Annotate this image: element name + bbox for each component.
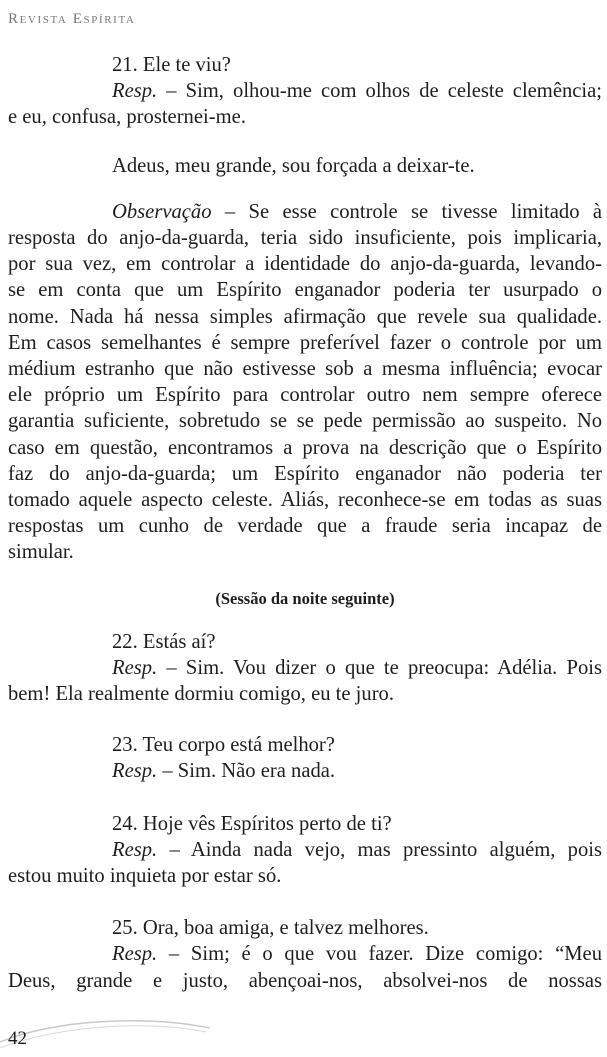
page-body bbox=[8, 52, 602, 994]
observation-last-line: simular. bbox=[8, 541, 74, 564]
answer-23-text: – Sim. Não era nada. bbox=[157, 760, 336, 783]
observation-line: nome. Nada há nessa simples afirmação que revele sua qualidade. bbox=[8, 305, 602, 328]
qa-25 bbox=[8, 915, 602, 994]
observation-line: Em casos semelhantes é sempre preferível fazer o controle por um bbox=[8, 331, 602, 354]
observation-line: respostas um cunho de verdade que a fraude seria incapaz de bbox=[8, 515, 602, 538]
session-heading: (Sessão da noite seguinte) bbox=[215, 588, 395, 608]
answer-21-line-1 bbox=[8, 78, 602, 104]
resp-label: Resp. bbox=[112, 760, 158, 783]
resp-label: Resp. bbox=[112, 838, 158, 861]
resp-label: Resp. bbox=[112, 80, 158, 103]
answer-22-line-2: bem! Ela realmente dormiu comigo, eu te juro. bbox=[8, 683, 395, 706]
question-21: 21. Ele te viu? bbox=[112, 54, 231, 76]
resp-label: Resp. bbox=[112, 656, 158, 679]
question-23: 23. Teu corpo está melhor? bbox=[112, 734, 335, 757]
qa-22 bbox=[8, 629, 602, 708]
answer-21-line-2: e eu, confusa, prosternei-me. bbox=[8, 106, 246, 129]
observation-line: tomado aquele aspecto celeste. Aliás, reconhece-se em todas as suas bbox=[8, 489, 602, 512]
answer-24-text: – Ainda nada vejo, mas pressinto alguém, pois bbox=[157, 838, 602, 861]
observation-line: caso em questão, encontramos a prova na descrição que o Espírito bbox=[8, 436, 602, 459]
observation-line: garantia suficiente, sobretudo se se pede permissão ao suspeito. No bbox=[8, 410, 602, 433]
qa-23 bbox=[8, 732, 602, 784]
answer-24-line-2: estou muito inquieta por estar só. bbox=[8, 865, 282, 888]
running-header: Revista Espírita bbox=[8, 11, 136, 27]
decorative-swoosh-icon bbox=[0, 1000, 607, 1057]
question-24: 24. Hoje vês Espíritos perto de ti? bbox=[112, 812, 392, 835]
qa-24 bbox=[8, 811, 602, 890]
observation-line-1-text: – Se esse controle se tivesse limitado à bbox=[211, 200, 602, 223]
observation-line: faz do anjo-da-guarda; um Espírito enganador não poderia ter bbox=[8, 462, 602, 485]
farewell-paragraph bbox=[8, 153, 602, 179]
observation-line: médium estranho que não estivesse sob a mesma influência; evocar bbox=[8, 358, 602, 381]
resp-label: Resp. bbox=[112, 943, 158, 966]
observation-label: Observação bbox=[112, 200, 212, 223]
observation-paragraph bbox=[8, 199, 602, 566]
question-22: 22. Estás aí? bbox=[112, 630, 216, 653]
qa-21 bbox=[8, 52, 602, 131]
observation-line: resposta do anjo-da-guarda, teria sido insuficiente, pois implicaria, bbox=[8, 227, 602, 250]
page-number: 42 bbox=[8, 1028, 27, 1049]
question-25: 25. Ora, boa amiga, e talvez melhores. bbox=[112, 917, 429, 940]
observation-line: ele próprio um Espírito para controlar outro nem sempre oferece bbox=[8, 384, 602, 407]
answer-23-line-1 bbox=[8, 758, 602, 784]
answer-22-line-1 bbox=[8, 655, 602, 681]
observation-line-1 bbox=[8, 199, 602, 225]
answer-25-line-2: Deus, grande e justo, abençoai-nos, absolvei-nos de nossas bbox=[8, 969, 602, 992]
observation-line: por sua vez, em controlar a identidade do anjo-da-guarda, levando- bbox=[8, 253, 602, 276]
answer-25-text: – Sim; é o que vou fazer. Dize comigo: “Meu bbox=[157, 943, 602, 966]
answer-22-text: – Sim. Vou dizer o que te preocupa: Adélia. Pois bbox=[157, 656, 602, 679]
observation-line: se em conta que um Espírito enganador poderia ter usurpado o bbox=[8, 279, 602, 302]
farewell-line: Adeus, meu grande, sou forçada a deixar-te. bbox=[112, 154, 475, 177]
answer-21-text: – Sim, olhou-me com olhos de celeste clemência; bbox=[157, 80, 602, 103]
answer-24-line-1 bbox=[8, 837, 602, 863]
answer-25-line-1 bbox=[8, 941, 602, 967]
